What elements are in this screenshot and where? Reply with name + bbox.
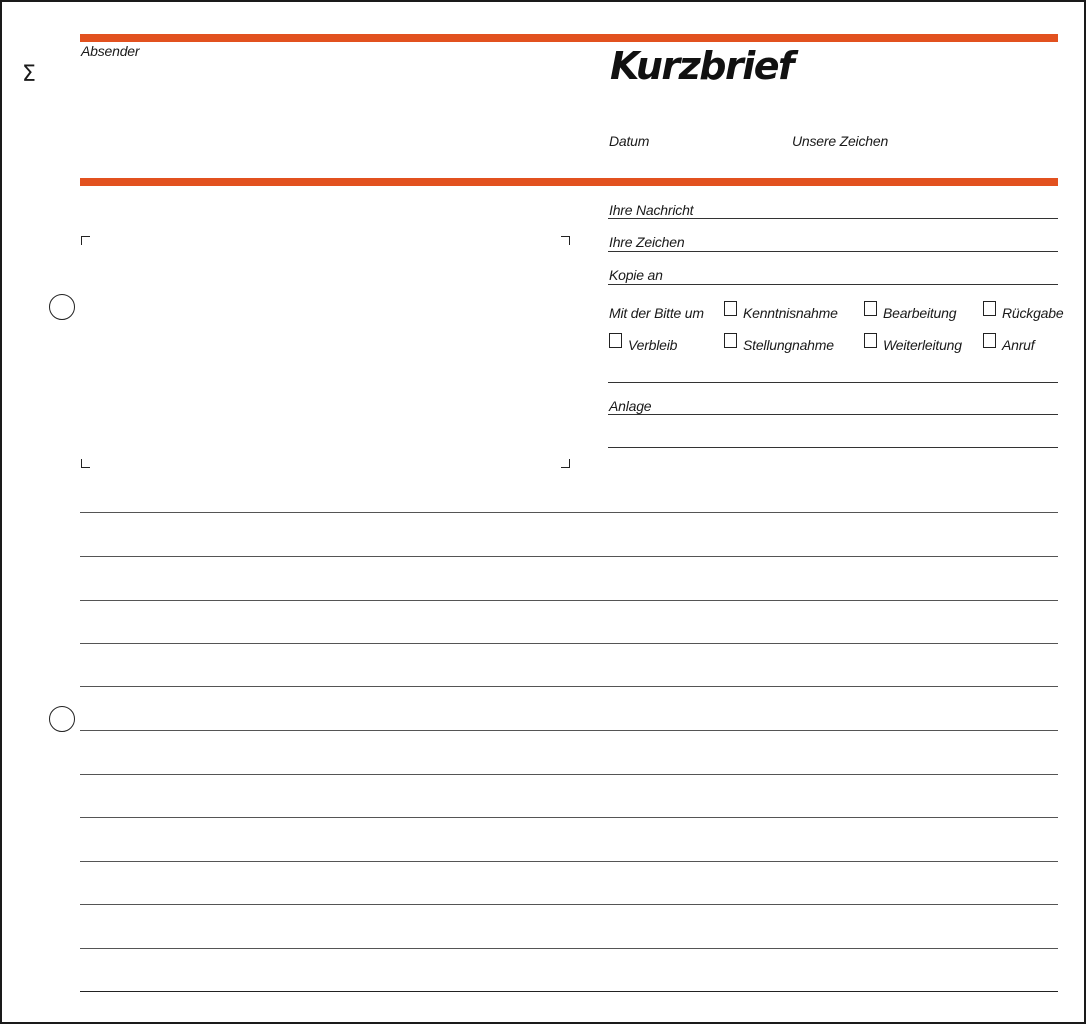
punch-hole-top [49,294,75,320]
checkbox-anruf[interactable] [983,333,996,348]
checkbox-bearbeitung[interactable] [864,301,877,316]
date-label: Datum [609,133,650,149]
option-bearbeitung-label: Bearbeitung [883,305,957,321]
writing-line-6[interactable] [80,730,1058,731]
your-message-line[interactable] [608,218,1058,219]
checkbox-verbleib[interactable] [609,333,622,348]
copy-to-label: Kopie an [609,267,663,283]
checkbox-weiterleitung[interactable] [864,333,877,348]
attachment-label: Anlage [609,398,652,414]
writing-line-3[interactable] [80,600,1058,601]
request-note-line[interactable] [608,382,1058,383]
writing-line-7[interactable] [80,774,1058,775]
option-anruf-label: Anruf [1002,337,1035,353]
address-corner-top-right [561,236,570,245]
option-rueckgabe-label: Rückgabe [1002,305,1064,321]
option-stellungnahme-label: Stellungnahme [743,337,834,353]
writing-line-8[interactable] [80,817,1058,818]
writing-line-5[interactable] [80,686,1058,687]
sender-label: Absender [81,43,140,59]
copy-to-line[interactable] [608,284,1058,285]
address-corner-top-left [81,236,90,245]
option-weiterleitung-label: Weiterleitung [883,337,962,353]
writing-line-2[interactable] [80,556,1058,557]
writing-line-12[interactable] [80,991,1058,992]
option-kenntnisnahme-label: Kenntnisnahme [743,305,838,321]
your-message-label: Ihre Nachricht [609,202,694,218]
checkbox-rueckgabe[interactable] [983,301,996,316]
your-reference-label: Ihre Zeichen [609,234,685,250]
attachment-line[interactable] [608,414,1058,415]
our-reference-label: Unsere Zeichen [792,133,889,149]
header-divider-bar [80,178,1058,186]
checkbox-stellungnahme[interactable] [724,333,737,348]
address-corner-bottom-left [81,459,90,468]
request-label: Mit der Bitte um [609,305,704,321]
sigma-icon: Σ [22,62,36,87]
writing-line-4[interactable] [80,643,1058,644]
attachment-line-2[interactable] [608,447,1058,448]
writing-line-9[interactable] [80,861,1058,862]
checkbox-kenntnisnahme[interactable] [724,301,737,316]
writing-line-1[interactable] [80,512,1058,513]
punch-hole-bottom [49,706,75,732]
option-verbleib-label: Verbleib [628,337,678,353]
writing-line-10[interactable] [80,904,1058,905]
your-reference-line[interactable] [608,251,1058,252]
top-accent-bar [80,34,1058,42]
writing-line-11[interactable] [80,948,1058,949]
page-title: Kurzbrief [610,44,794,88]
address-corner-bottom-right [561,459,570,468]
